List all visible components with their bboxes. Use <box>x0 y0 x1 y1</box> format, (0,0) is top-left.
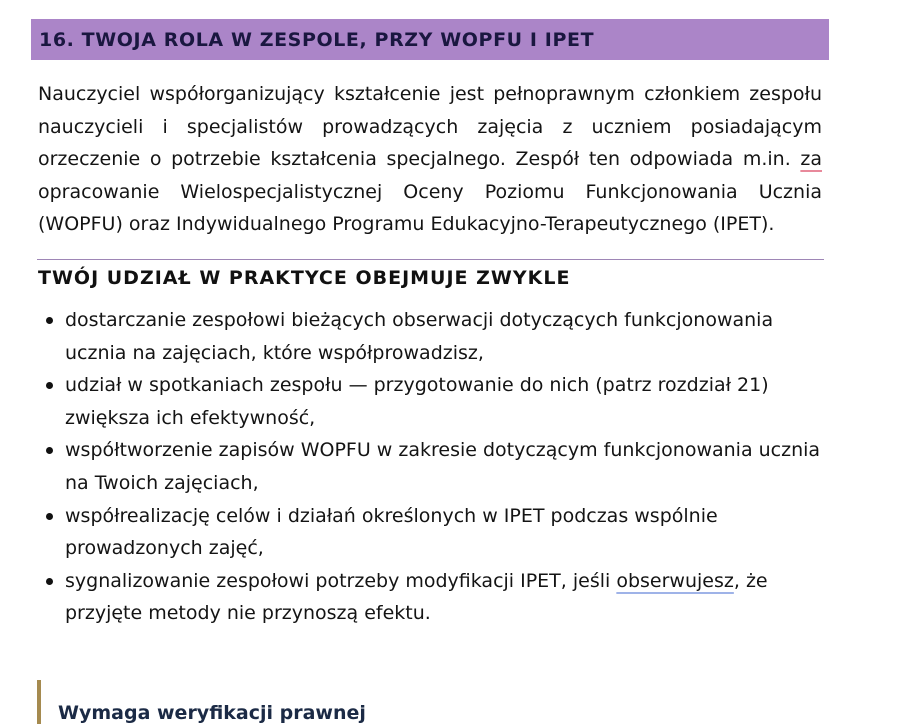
bullet-icon <box>46 382 53 389</box>
callout-accent-bar <box>37 680 41 724</box>
callout-title: Wymaga weryfikacji prawnej <box>58 702 366 724</box>
practice-list <box>38 304 838 630</box>
list-item <box>38 304 838 369</box>
list-item-text: udział w spotkaniach zespołu — przygotowanie do nich (patrz rozdział 21) zwiększa ich efektywność, <box>65 374 769 429</box>
list-item-text-start: sygnalizowanie zespołowi potrzeby modyfikacji IPET, jeśli <box>65 569 617 592</box>
list-item-text: dostarczanie zespołowi bieżących obserwacji dotyczących funkcjonowania ucznia na zajęciach, które współprowadzisz, <box>65 309 774 364</box>
bullet-icon <box>46 513 53 520</box>
list-item-text-end: , że przyjęte metody nie przynoszą efektu. <box>65 569 768 625</box>
list-item-text: współtworzenie zapisów WOPFU w zakresie dotyczącym funkcjonowania ucznia na Twoich zajęciach, <box>65 439 821 494</box>
spellcheck-marked-word[interactable]: za <box>800 148 822 171</box>
list-item <box>38 565 838 630</box>
list-item <box>38 434 838 499</box>
section-divider <box>37 259 824 260</box>
intro-text-end: opracowanie Wielospecjalistycznej Oceny Poziomu Funkcjonowania Ucznia (WOPFU) oraz Indywidualnego Programu Edukacyjno-Terapeutycznego (IPET). <box>38 180 822 236</box>
section-heading-band <box>31 19 829 60</box>
section-title: 16. TWOJA ROLA W ZESPOLE, PRZY WOPFU I IPET <box>39 28 595 51</box>
bullet-icon <box>46 317 53 324</box>
list-item-text: współrealizację celów i działań określonych w IPET podczas wspólnie prowadzonych zajęć, <box>65 504 718 560</box>
grammar-marked-word[interactable]: obserwujesz <box>616 569 734 592</box>
intro-paragraph <box>38 78 822 241</box>
intro-text-start: Nauczyciel współorganizujący kształcenie jest pełnoprawnym członkiem zespołu nauczycieli i specjalistów prowadzących zajęcia z uczniem posiadającym orzeczenie o potrzebie kształcenia specjalnego. Zespół ten odpowiada m.in. <box>38 83 822 171</box>
bullet-icon <box>46 578 53 585</box>
list-item <box>38 500 838 565</box>
list-item <box>38 369 838 434</box>
practice-heading: TWÓJ UDZIAŁ W PRAKTYCE OBEJMUJE ZWYKLE <box>38 267 571 289</box>
bullet-icon <box>46 447 53 454</box>
